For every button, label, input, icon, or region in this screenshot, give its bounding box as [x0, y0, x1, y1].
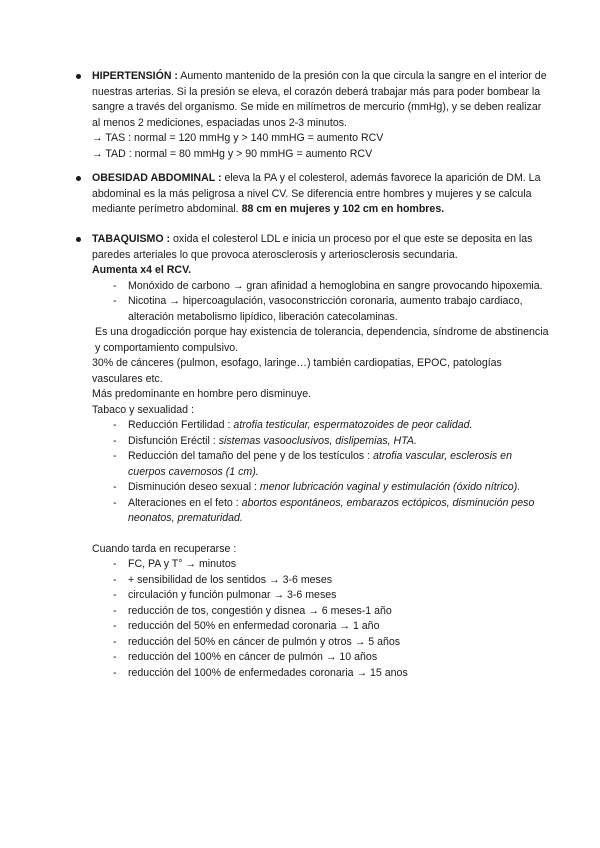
tad-line: → TAD : normal = 80 mmHg y > 90 mmHG = aumento RCV — [92, 147, 373, 160]
item-label: Reducción Fertilidad : — [128, 419, 231, 431]
item-detail: sistemas vasooclusivos, dislipemias, HTA. — [218, 434, 417, 447]
hipertension-title: HIPERTENSIÓN : — [92, 70, 178, 82]
list-item: - + sensibilidad de los sentidos → 3-6 meses — [113, 573, 552, 589]
list-item — [113, 418, 552, 434]
item-detail: menor lubricación vaginal y estimulación (óxido nítrico). — [259, 481, 521, 493]
hipertension-text: Aumento mantenido de la presión con la que circula la sangre en el interior de nuestras arterias. Si la presión se eleva, el corazón deberá trabajar más para poder bombear la sangre a través del organismo. Se mide en milímetros de mercurio (mmHg), y se deben realizar al menos 2 mediciones, espaciadas unos 2-3 minutos. — [92, 70, 547, 129]
sexualidad-title: Tabaco y sexualidad : — [92, 403, 194, 416]
obesidad-title: OBESIDAD ABDOMINAL : — [92, 172, 222, 184]
item-detail: atrofia vascular, esclerosis en cuerpos cavernosos (1 cm). — [128, 450, 512, 478]
sexualidad-list — [92, 418, 552, 527]
list-item: - reducción del 100% de enfermedades coronaria → 15 anos — [113, 666, 552, 682]
bullet-icon — [76, 176, 81, 181]
list-item: - Nicotina → hipercoagulación, vasoconstricción coronaria, aumento trabajo cardiaco, alteración metabolismo lipídico, liberación catecolaminas. — [113, 294, 552, 325]
hombre-text: Más predominante en hombre pero disminuye. — [92, 388, 312, 400]
list-item: - reducción del 50% en enfermedad coronaria → 1 año — [113, 619, 552, 635]
recuperar-list — [92, 557, 552, 681]
section-tabaquismo — [92, 232, 552, 681]
list-item — [113, 480, 552, 496]
list-item — [113, 449, 552, 480]
obesidad-paragraph — [92, 171, 552, 218]
recuperar-title: Cuando tarda en recuperarse : — [92, 542, 237, 555]
section-obesidad — [92, 171, 552, 218]
item-label: Alteraciones en el feto : — [128, 496, 239, 509]
section-hipertension — [92, 69, 552, 162]
tabaquismo-paragraph — [92, 232, 552, 263]
list-item: - FC, PA y T° → minutos — [113, 557, 552, 573]
item-label: Disfunción Eréctil : — [128, 434, 216, 447]
list-item: - reducción de tos, congestión y disnea → 6 meses-1 año — [113, 604, 552, 620]
list-item: - circulación y función pulmonar → 3-6 meses — [113, 588, 552, 604]
hipertension-paragraph — [92, 69, 552, 131]
obesidad-bold: 88 cm en mujeres y 102 cm en hombres. — [241, 203, 445, 215]
obesidad-text: eleva la PA y el colesterol, además favorece la aparición de DM. La abdominal es la más peligrosa a nivel CV. Se diferencia entre hombres y mujeres y se calcula mediante perímetro abdominal. — [92, 172, 541, 215]
tabaquismo-bold: Aumenta x4 el RCV. — [92, 264, 192, 276]
bullet-icon — [76, 237, 81, 242]
list-item: - Monóxido de carbono → gran afinidad a hemoglobina en sangre provocando hipoxemia. — [113, 279, 552, 295]
list-item — [113, 434, 552, 450]
item-detail: abortos espontáneos, embarazos ectópicos, disminución peso neonatos, prematuridad. — [128, 496, 535, 524]
canceres-text: 30% de cánceres (pulmon, esofago, laringe…) también cardiopatias, EPOC, patologías vasculares etc. — [92, 357, 502, 385]
list-item — [113, 496, 552, 527]
item-detail: atrofia testicular, espermatozoides de peor calidad. — [233, 419, 473, 431]
list-item: - reducción del 50% en cáncer de pulmón y otros → 5 años — [113, 635, 552, 651]
tabaquismo-title: TABAQUISMO : — [92, 233, 171, 245]
droga-text: Es una drogadicción porque hay existencia de tolerancia, dependencia, síndrome de abstinencia y comportamiento compulsivo. — [95, 326, 549, 354]
list-item: - reducción del 100% en cáncer de pulmón → 10 años — [113, 650, 552, 666]
item-label: Reducción del tamaño del pene y de los testículos : — [128, 450, 371, 462]
bullet-icon — [76, 74, 81, 79]
tabaquismo-list — [92, 279, 552, 326]
tabaquismo-text: oxida el colesterol LDL e inicia un proceso por el que este se deposita en las paredes arteriales lo que provoca aterosclerosis y arteriosclerosis secundaria. — [92, 233, 533, 261]
item-label: Disminución deseo sexual : — [128, 481, 257, 493]
tas-line: → TAS : normal = 120 mmHg y > 140 mmHG = aumento RCV — [92, 132, 384, 144]
